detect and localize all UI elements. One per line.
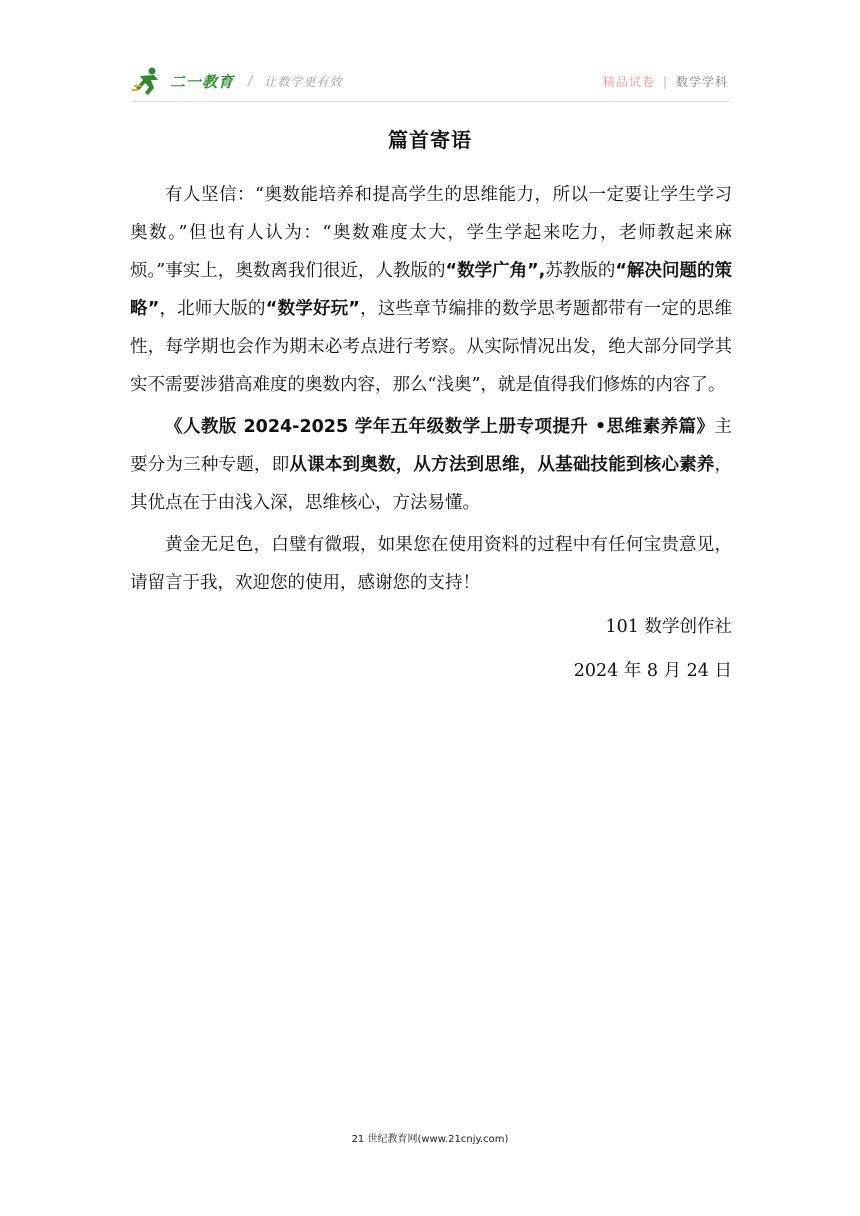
tag-separator: | — [662, 74, 668, 89]
logo-slogan: 让教学更有效 — [264, 74, 343, 89]
page-header — [0, 0, 860, 110]
paragraph-3: 黄金无足色，白璧有微瑕，如果您在使用资料的过程中有任何宝贵意见，请留言于我，欢迎您的使用，感谢您的支持！ — [130, 535, 732, 593]
header-tags — [603, 73, 728, 90]
signature-date: 2024 年 8 月 24 日 — [573, 661, 732, 681]
p1-text-g: ，这些章节编排的数学思考题都带有一定的思维性，每学期也会作为期末必考点进行考察。从实际情况出发，绝大部分同学其实不需要涉猎高难度的奥数内容，那么“浅奥”，就是值得我们修炼的内容了。 — [130, 299, 733, 395]
tag-premium-paper: 精品试卷 — [602, 75, 655, 89]
tag-subject: 数学学科 — [675, 75, 728, 89]
p2-text-b: 主要分为三种专题，即 — [130, 417, 732, 475]
p1-highlight-a: “数学广角”, — [445, 261, 546, 281]
page-title: 篇首寄语 — [388, 128, 472, 152]
p2-highlight: 从课本到奥数，从方法到思维，从基础技能到核心素养 — [289, 455, 715, 475]
document-body — [130, 176, 732, 690]
paragraph-2 — [130, 408, 732, 522]
p1-text-c: 苏教版的 — [545, 261, 616, 281]
p1-highlight-c: “数学好玩” — [265, 299, 360, 319]
signature-author: 101 数学创作社 — [605, 617, 732, 637]
p1-highlight-b: “解决问题的策略” — [130, 261, 732, 319]
header-divider-line — [132, 101, 730, 102]
brand-logo[interactable] — [132, 66, 342, 96]
logo-text: 二一教育 — [170, 72, 235, 91]
logo-divider: / — [248, 73, 253, 89]
page-footer: 21 世纪教育网(www.21cnjy.com) — [351, 1134, 509, 1145]
p2-text-d: ，其优点在于由浅入深，思维核心，方法易懂。 — [130, 455, 733, 513]
book-title: 《人教版 2024-2025 学年五年级数学上册专项提升 •思维素养篇》 — [165, 417, 715, 437]
paragraph-1 — [130, 176, 732, 404]
p1-text-a: 有人坚信：“奥数能培养和提高学生的思维能力，所以一定要让学生学习奥数。”但也有人认为：“奥数难度太大，学生学起来吃力，老师教起来麻烦。”事实上，奥数离我们很近，人教版的 — [130, 185, 732, 281]
p1-text-e: ，北师大版的 — [159, 299, 266, 319]
runner-logo-icon — [132, 66, 166, 96]
